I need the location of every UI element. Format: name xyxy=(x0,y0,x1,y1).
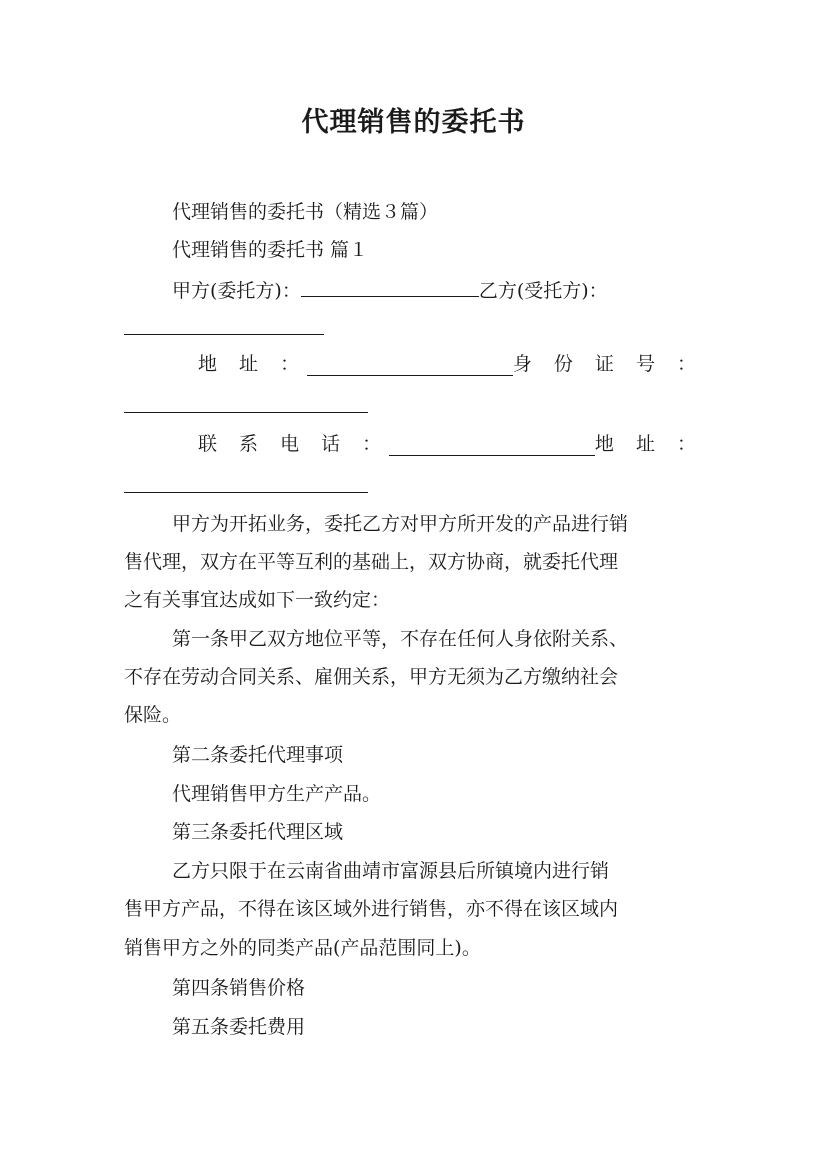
para1-line1: 甲方为开拓业务，委托乙方对甲方所开发的产品进行销 xyxy=(172,513,629,535)
address2-blank xyxy=(124,472,368,493)
address2-blank-row xyxy=(124,472,704,499)
id-blank-row xyxy=(124,392,704,419)
article2-heading: 第二条委托代理事项 xyxy=(172,744,344,766)
para1-line2: 售代理，双方在平等互利的基础上，双方协商，就委托代理 xyxy=(124,551,619,573)
article1-line3: 保险。 xyxy=(124,704,182,726)
phone-row xyxy=(198,432,704,456)
article3-line3: 销售甲方之外的同类产品(产品范围同上)。 xyxy=(124,937,481,959)
document-title: 代理销售的委托书 xyxy=(301,107,526,138)
address-label: 地 址 ： xyxy=(198,353,308,375)
phone-blank xyxy=(389,435,595,456)
party-b-blank xyxy=(124,314,324,335)
party-b-label: 乙方(受托方)： xyxy=(478,280,608,302)
article4-heading: 第四条销售价格 xyxy=(172,977,306,999)
id-label: 身 份 证 号 ： xyxy=(512,353,704,375)
party-a-blank xyxy=(301,276,479,297)
party-a-label: 甲方(委托方)： xyxy=(172,280,301,302)
address-row xyxy=(198,352,704,376)
party-row xyxy=(172,276,704,303)
phone-label: 联 系 电 话 ： xyxy=(198,433,390,455)
para1-line3: 之有关事宜达成如下一致约定： xyxy=(124,589,391,611)
article3-line2: 售甲方产品，不得在该区域外进行销售，亦不得在该区域内 xyxy=(124,898,619,920)
article2-body: 代理销售甲方生产产品。 xyxy=(172,783,382,805)
subtitle: 代理销售的委托书（精选３篇） xyxy=(172,201,439,223)
section-heading: 代理销售的委托书 篇１ xyxy=(172,239,369,261)
id-blank xyxy=(124,392,368,413)
article5-heading: 第五条委托费用 xyxy=(172,1016,306,1038)
article3-line1: 乙方只限于在云南省曲靖市富源县后所镇境内进行销 xyxy=(172,860,610,882)
address-blank xyxy=(307,355,513,376)
article1-line1: 第一条甲乙双方地位平等，不存在任何人身依附关系、 xyxy=(172,628,629,650)
article1-line2: 不存在劳动合同关系、雇佣关系，甲方无须为乙方缴纳社会 xyxy=(124,666,619,688)
party-b-blank-row xyxy=(124,314,704,341)
address2-label: 地 址 ： xyxy=(594,433,704,455)
article3-heading: 第三条委托代理区域 xyxy=(172,821,344,843)
